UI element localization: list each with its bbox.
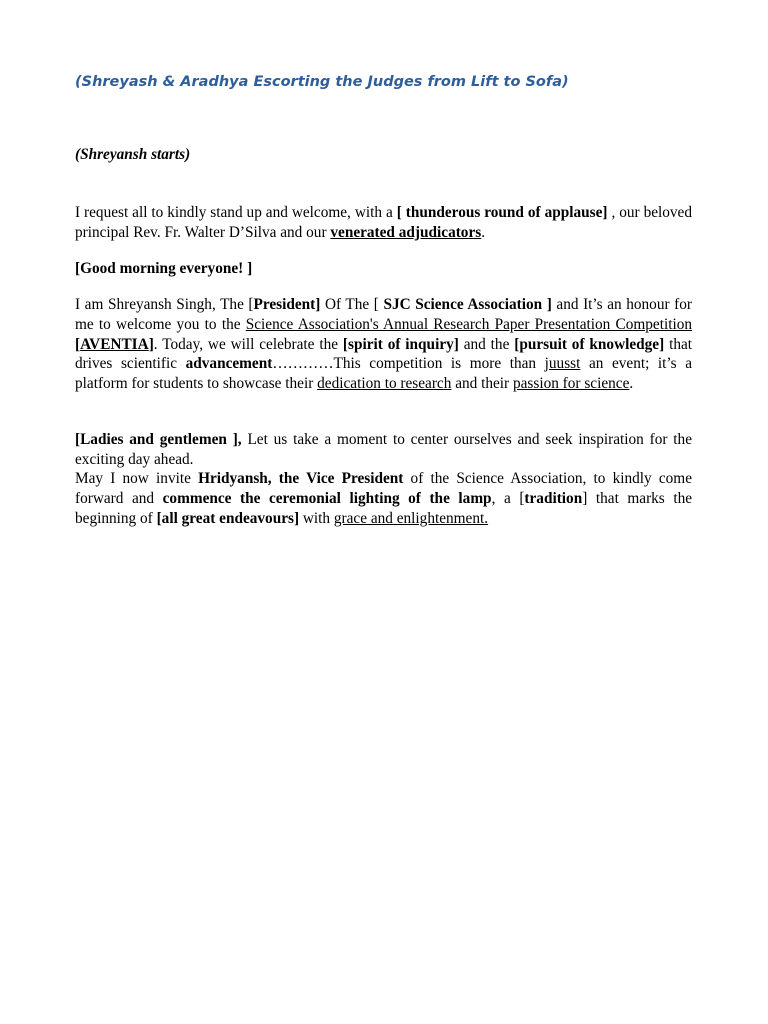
text-run: with [299, 509, 334, 527]
bold-run: President] [253, 296, 321, 313]
text-run: , a [ [491, 489, 525, 507]
paragraph-introduction [75, 295, 692, 394]
stage-direction: (Shreyash & Aradhya Escorting the Judges from Lift to Sofa) [75, 74, 569, 90]
paragraph-greeting [75, 259, 692, 279]
text-run: …………This competition is more than [272, 355, 545, 373]
bold-run: tradition [524, 489, 583, 507]
paragraph-welcome [75, 203, 692, 243]
underlined-run: dedication to research [317, 375, 452, 393]
text-run: an event; it’s a platform for students to showcase their [75, 355, 692, 393]
bold-run: SJC Science Association ] [383, 296, 552, 313]
bold-run: [all great endeavours] [156, 509, 300, 527]
text-run: May I now invite [75, 470, 199, 487]
text-run: . [481, 223, 486, 241]
underlined-run: juusst [544, 355, 581, 373]
text-run: of the Science Association, to kindly come forward and [75, 470, 692, 507]
bold-run: commence the ceremonial lighting of the lamp [162, 489, 492, 507]
bold-run: ] [148, 335, 154, 353]
text-run: , our beloved principal Rev. Fr. Walter D’Silva and our [75, 204, 692, 241]
bold-run: [Ladies and gentlemen ], [75, 431, 242, 448]
bold-underlined-run: venerated adjudicators [330, 223, 482, 241]
bold-run: [ [75, 335, 81, 353]
text-run: and their [451, 375, 513, 393]
bold-run: [ thunderous round of applause] [396, 204, 608, 221]
underlined-run: Science Association's Annual Research Paper Presentation Competition [245, 315, 692, 333]
bold-underlined-run: AVENTIA [80, 335, 149, 353]
text-run: that drives scientific [75, 335, 693, 373]
bold-run: [pursuit of knowledge] [514, 335, 665, 353]
underlined-run: passion for science [512, 375, 630, 393]
bold-run: [spirit of inquiry] [342, 335, 459, 353]
text-run: I am Shreyansh Singh, The [ [75, 296, 254, 313]
bold-run: Hridyansh, the Vice President [198, 470, 404, 487]
text-run: ] that marks the beginning of [75, 489, 693, 527]
underlined-run: grace and enlightenment. [333, 509, 489, 527]
text-run: I request all to kindly stand up and welcome, with a [75, 204, 397, 221]
text-run: and It’s an honour for me to welcome you to the [75, 296, 692, 333]
text-run: . [629, 375, 634, 393]
paragraph-invitation [75, 469, 692, 528]
speaker-cue: (Shreyansh starts) [75, 146, 191, 163]
text-run: and the [458, 335, 515, 353]
text-run: . Today, we will celebrate the [153, 335, 343, 353]
bold-run: advancement [185, 355, 273, 373]
paragraph-ladies-gentlemen [75, 430, 692, 470]
bold-run: [Good morning everyone! ] [75, 260, 253, 277]
text-run: Of The [ [320, 296, 384, 313]
text-run: Let us take a moment to center ourselves and seek inspiration for the exciting day ahead. [75, 431, 692, 468]
